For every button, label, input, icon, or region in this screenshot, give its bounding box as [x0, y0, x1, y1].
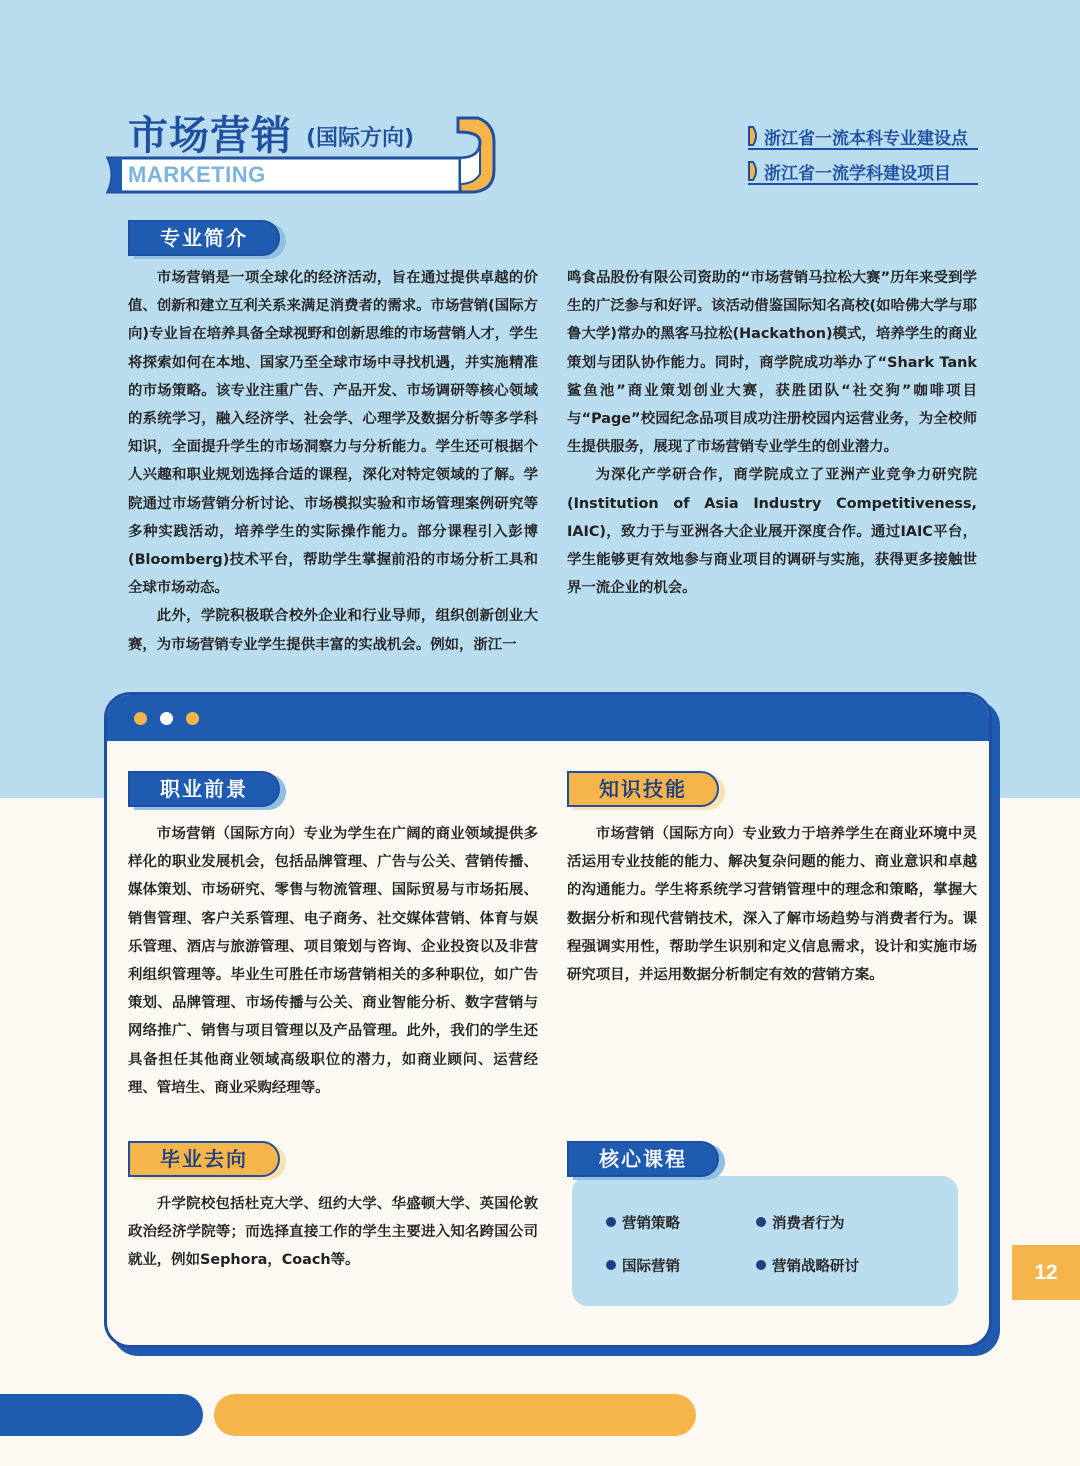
course-item: 营销策略 [606, 1212, 680, 1233]
career-heading: 职业前景 [128, 771, 280, 807]
english-title: MARKETING [128, 162, 266, 187]
window-dots-icon [186, 712, 199, 725]
badge-triangle-icon [748, 161, 760, 181]
intro-left-text [128, 264, 538, 659]
page-number: 12 [1012, 1245, 1080, 1300]
career-paragraph: 市场营销（国际方向）专业为学生在广阔的商业领域提供多样化的职业发展机会，包括品牌管理、广告与公关、营销传播、媒体策划、市场研究、零售与物流管理、国际贸易与市场拓展、销售管理、客户关系管理、电子商务、社交媒体营销、体育与娱乐管理、酒店与旅游管理、项目策划与咨询、企业投资以及非营利组织管理等。毕业生可胜任市场营销相关的多种职位，如广告策划、品牌管理、市场传播与公关、商业智能分析、数字营销与网络推广、销售与项目管理以及产品管理。此外，我们的学生还具备担任其他商业领域高级职位的潜力，如商业顾问、运营经理、管培生、商业采购经理等。 [128, 826, 538, 1096]
page-title: 市场营销 [128, 113, 292, 159]
badge-label: 浙江省一流学科建设项目 [764, 164, 951, 184]
intro-paragraph: 鸣食品股份有限公司资助的“市场营销马拉松大赛”历年来受到学生的广泛参与和好评。该活动借鉴国际知名高校(如哈佛大学与耶鲁大学)常办的黑客马拉松(Hackathon)模式，培养学生的商业策划与团队协作能力。同时，商学院成功举办了“Shark Tank 鲨鱼池”商业策划创业大赛，获胜团队“社交狗”咖啡项目与“Page”校园纪念品项目成功注册校园内运营业务，为全校师生提供服务，展现了市场营销专业学生的创业潜力。 [567, 270, 977, 456]
course-item: 营销战略研讨 [756, 1255, 859, 1276]
badge-label: 浙江省一流本科专业建设点 [764, 129, 968, 149]
course-item: 消费者行为 [756, 1212, 845, 1233]
graduate-heading: 毕业去向 [128, 1141, 280, 1177]
badge-first-class-major [748, 124, 978, 150]
intro-paragraph: 为深化产学研合作，商学院成立了亚洲产业竞争力研究院(Institution of Asia Industry Competitiveness, IAIC)，致力于与亚洲各大企业展开深度合作。通过IAIC平台，学生能够更有效地参与商业项目的调研与实施，获得更多接触世界一流企业的机会。 [567, 467, 977, 597]
decor-bar-blue [0, 1394, 203, 1436]
courses-box [572, 1176, 958, 1306]
skills-paragraph: 市场营销（国际方向）专业致力于培养学生在商业环境中灵活运用专业技能的能力、解决复杂问题的能力、商业意识和卓越的沟通能力。学生将系统学习营销管理中的理念和策略，掌握大数据分析和现代营销技术，深入了解市场趋势与消费者行为。课程强调实用性，帮助学生识别和定义信息需求，设计和实施市场研究项目，并运用数据分析制定有效的营销方案。 [567, 826, 977, 984]
graduate-text [128, 1190, 538, 1275]
intro-heading: 专业简介 [128, 220, 280, 256]
window-dots-icon [160, 712, 173, 725]
intro-paragraph: 市场营销是一项全球化的经济活动，旨在通过提供卓越的价值、创新和建立互利关系来满足消费者的需求。市场营销(国际方向)专业旨在培养具备全球视野和创新思维的市场营销人才，学生将探索如何在本地、国家乃至全球市场中寻找机遇，并实施精准的市场策略。该专业注重广告、产品开发、市场调研等核心领域的系统学习，融入经济学、社会学、心理学及数据分析等多学科知识，全面提升学生的市场洞察力与分析能力。学生还可根据个人兴趣和职业规划选择合适的课程，深化对特定领域的了解。学院通过市场营销分析讨论、市场模拟实验和市场管理案例研究等多种实践活动，培养学生的实际操作能力。部分课程引入彭博(Bloomberg)技术平台，帮助学生掌握前沿的市场分析工具和全球市场动态。 [128, 270, 538, 597]
courses-heading: 核心课程 [567, 1141, 719, 1177]
decor-bar-orange [214, 1394, 696, 1436]
graduate-paragraph: 升学院校包括杜克大学、纽约大学、华盛顿大学、英国伦敦政治经济学院等；而选择直接工作的学生主要进入知名跨国公司就业，例如Sephora，Coach等。 [128, 1196, 538, 1269]
window-dots-icon [134, 712, 147, 725]
badge-triangle-icon [748, 126, 760, 146]
page-subtitle: (国际方向) [306, 126, 415, 151]
card-titlebar [107, 695, 989, 741]
intro-right-text [567, 264, 977, 602]
skills-text [567, 820, 977, 989]
intro-paragraph: 此外，学院积极联合校外企业和行业导师，组织创新创业大赛，为市场营销专业学生提供丰富的实战机会。例如，浙江一 [128, 608, 538, 653]
badge-first-class-discipline [748, 159, 978, 185]
skills-heading: 知识技能 [567, 771, 719, 807]
career-text [128, 820, 538, 1102]
course-item: 国际营销 [606, 1255, 680, 1276]
